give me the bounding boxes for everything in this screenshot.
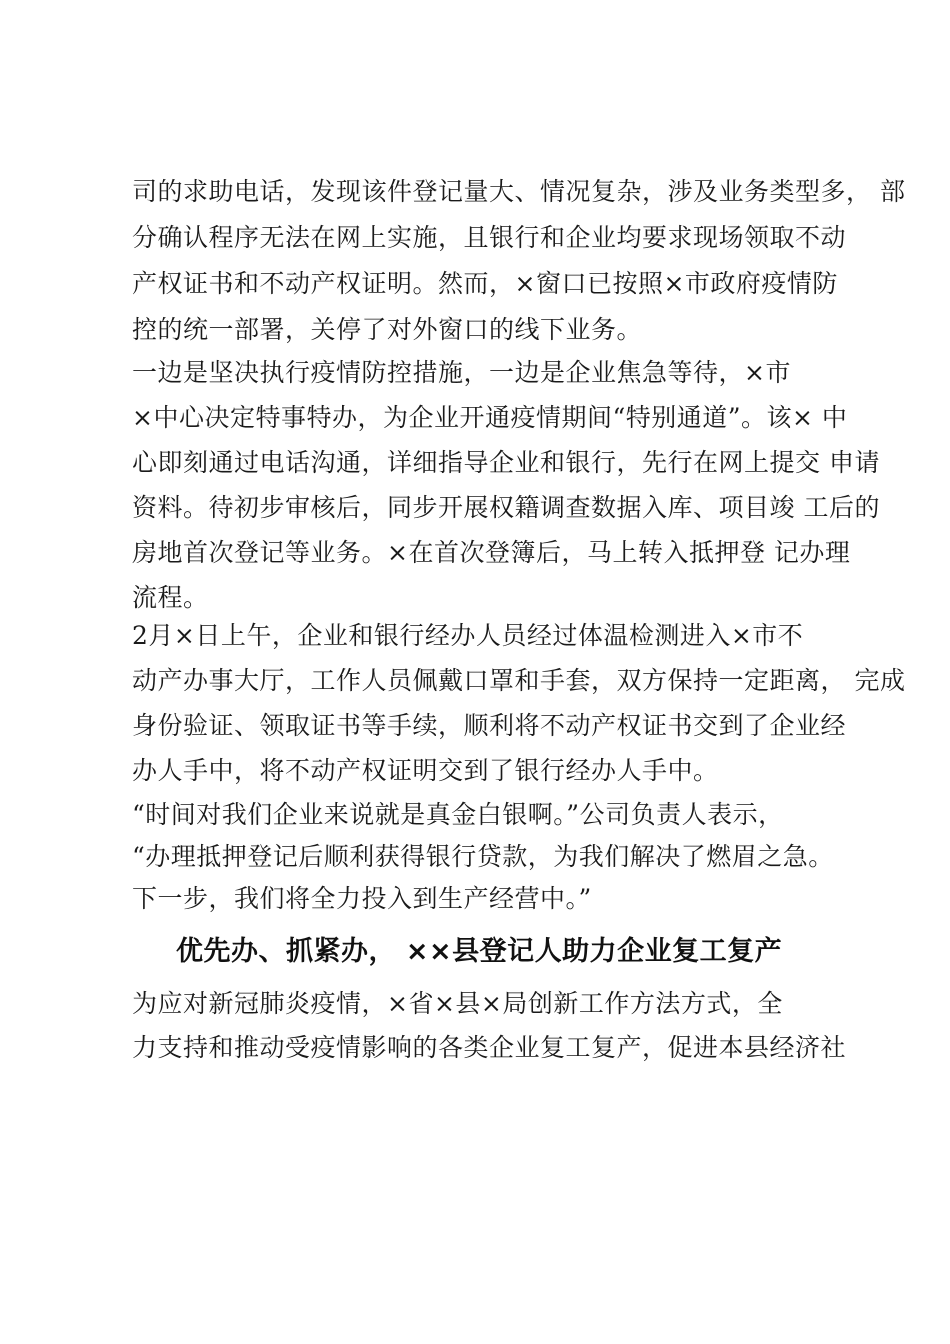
paragraph-line: 力支持和推动受疫情影响的各类企业复工复产，促进本县经济社 <box>132 1033 847 1062</box>
paragraph-line: 心即刻通过电话沟通，详细指导企业和银行，先行在网上提交 申请 <box>132 448 880 477</box>
paragraph-line: 控的统一部署，关停了对外窗口的线下业务。 <box>132 315 643 344</box>
paragraph-line: 下一步，我们将全力投入到生产经营中。” <box>132 884 592 913</box>
paragraph-line: 房地首次登记等业务。×在首次登簿后，马上转入抵押登 记办理 <box>132 538 851 567</box>
paragraph-line: “办理抵押登记后顺利获得银行贷款，为我们解决了燃眉之急。 <box>132 842 834 871</box>
paragraph-line: 身份验证、领取证书等手续，顺利将不动产权证书交到了企业经 <box>132 711 847 740</box>
paragraph-line: 资料。待初步审核后，同步开展权籍调查数据入库、项目竣 工后的 <box>132 493 880 522</box>
paragraph-line: 分确认程序无法在网上实施，且银行和企业均要求现场领取不动 <box>132 223 847 252</box>
paragraph-line: 为应对新冠肺炎疫情，×省×县×局创新工作方法方式，全 <box>132 989 783 1018</box>
paragraph-line: ×中心决定特事特办，为企业开通疫情期间“特别通道”。该× 中 <box>132 403 848 432</box>
paragraph-line: 流程。 <box>132 583 209 612</box>
paragraph-line: 办人手中，将不动产权证明交到了银行经办人手中。 <box>132 756 719 785</box>
paragraph-line: 一边是坚决执行疫情防控措施，一边是企业焦急等待，×市 <box>132 358 791 387</box>
paragraph-line: “时间对我们企业来说就是真金白银啊。”公司负责人表示， <box>132 800 784 829</box>
section-heading: 优先办、抓紧办， ××县登记人助力企业复工复产 <box>176 936 783 967</box>
paragraph-line: 司的求助电话，发现该件登记量大、情况复杂，涉及业务类型多， 部 <box>132 177 906 206</box>
paragraph-line: 动产办事大厅，工作人员佩戴口罩和手套，双方保持一定距离， 完成 <box>132 666 906 695</box>
paragraph-line: 2月×日上午，企业和银行经办人员经过体温检测进入×市不 <box>132 621 804 650</box>
paragraph-line: 产权证书和不动产权证明。然而，×窗口已按照×市政府疫情防 <box>132 269 838 298</box>
